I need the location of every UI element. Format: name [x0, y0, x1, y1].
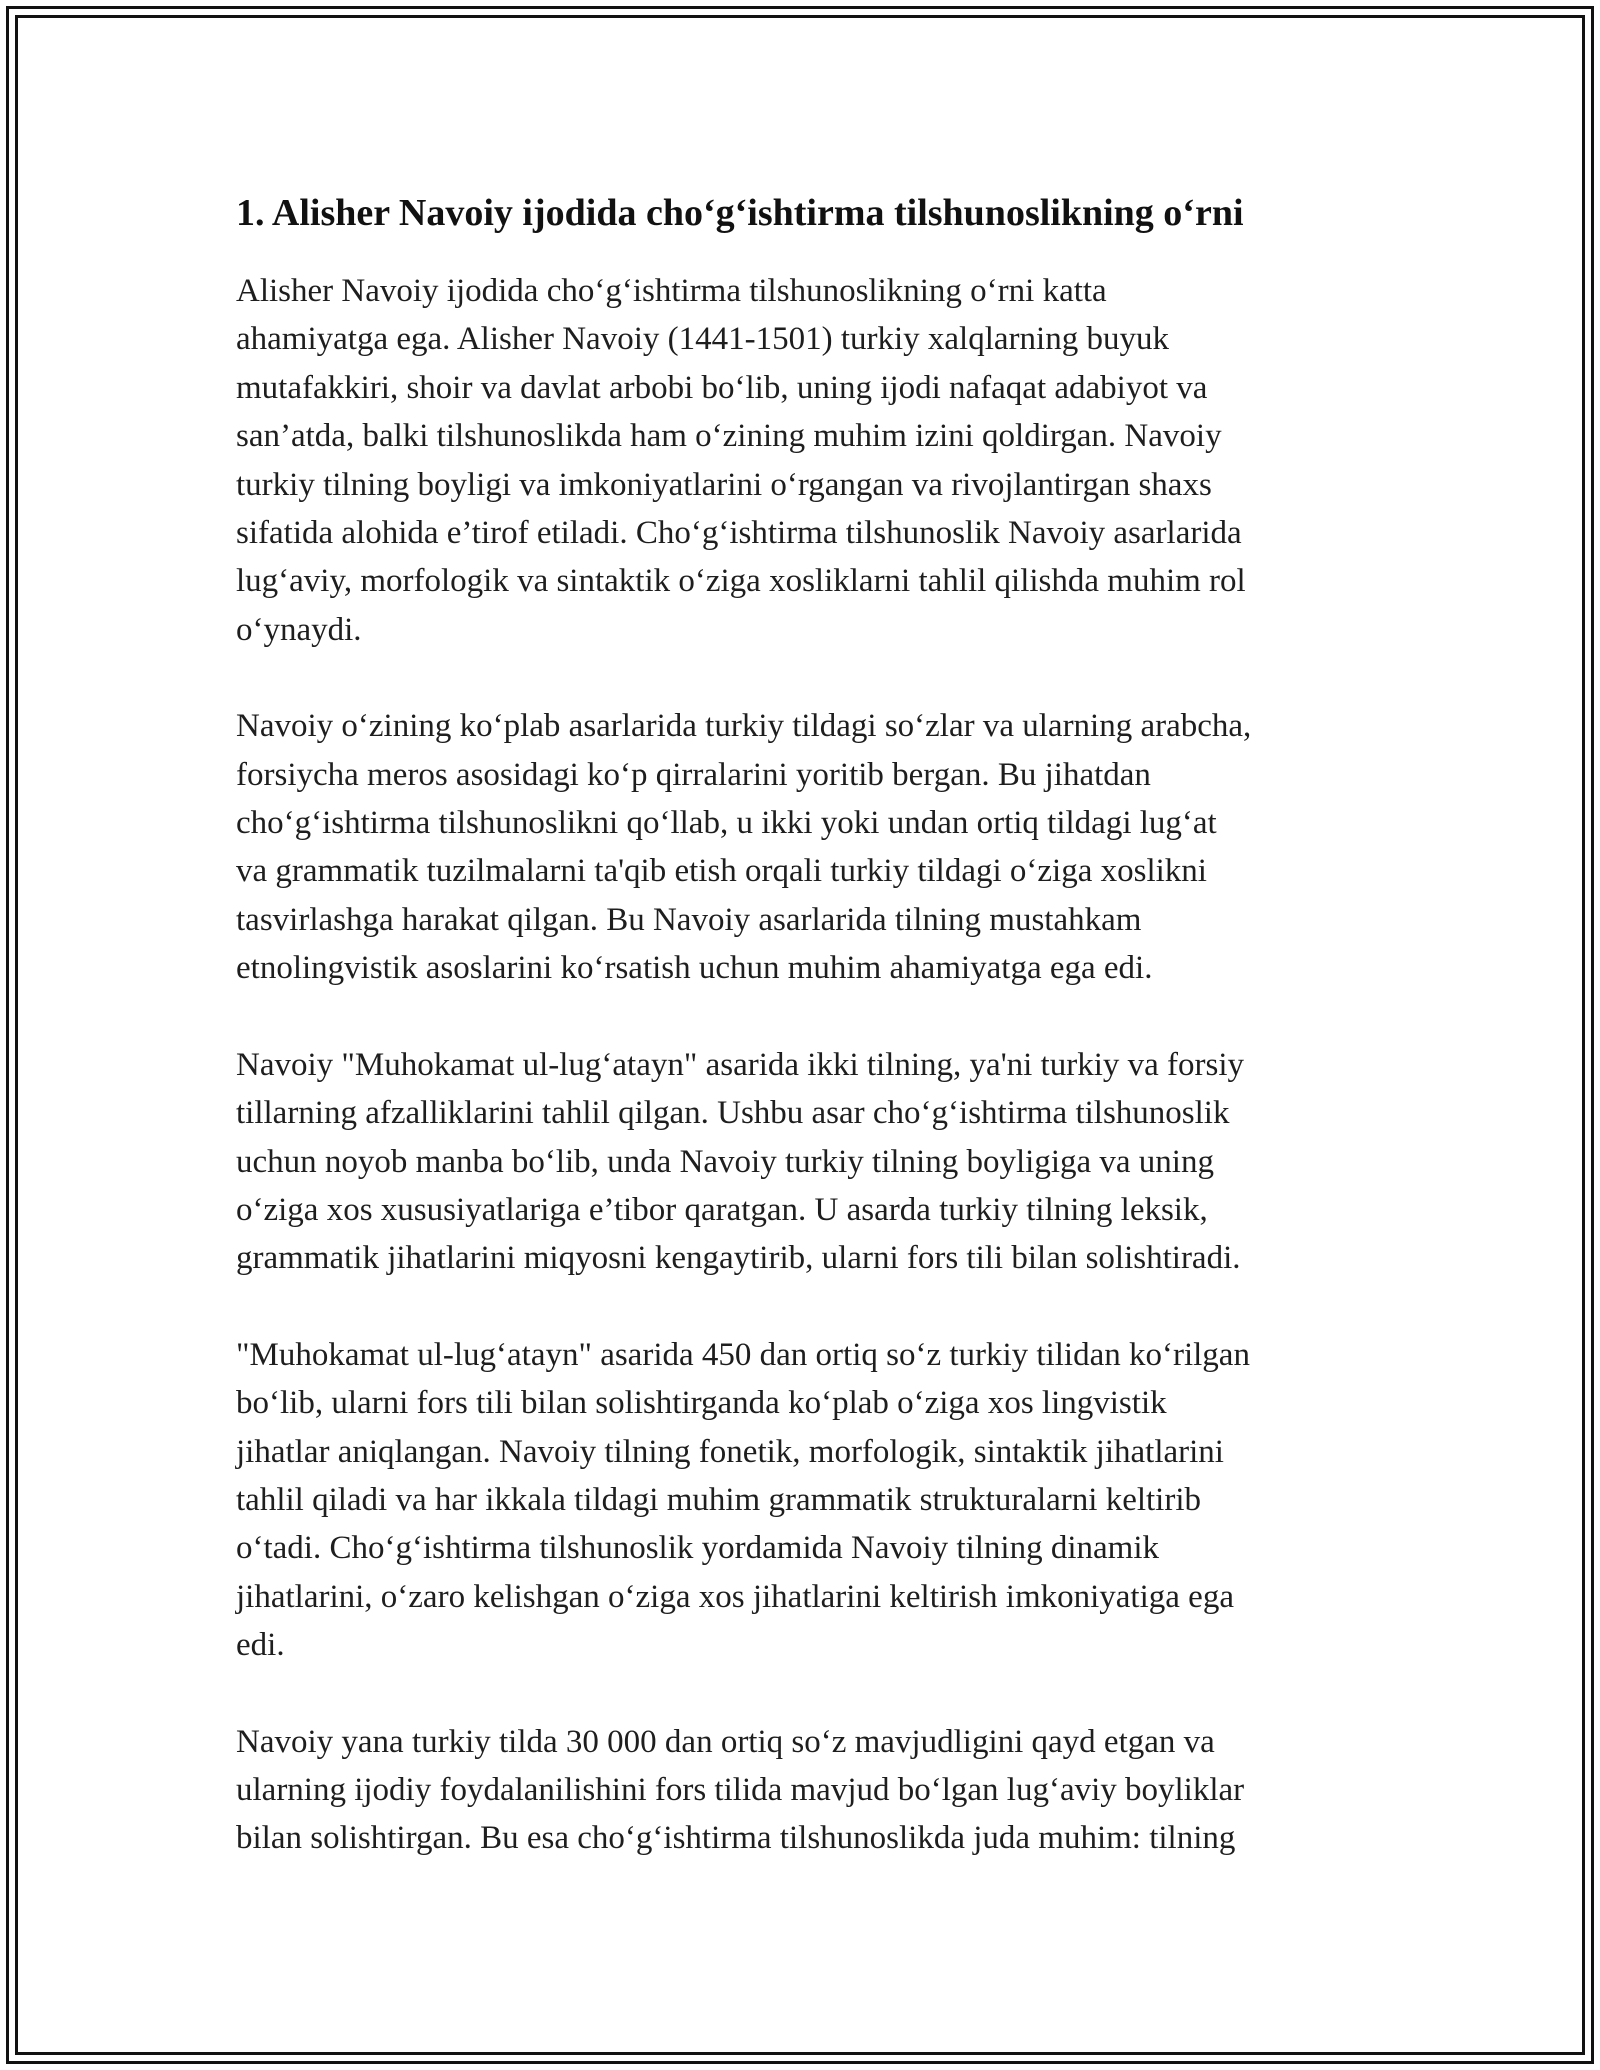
text-line: mutafakkiri, shoir va davlat arbobi bo‘lib, uning ijodi nafaqat adabiyot va	[236, 369, 1208, 406]
text-line: uchun noyob manba bo‘lib, unda Navoiy turkiy tilning boyligiga va uning	[236, 1143, 1214, 1180]
paragraph-1	[236, 267, 1370, 654]
text-line: tillarning afzalliklarini tahlil qilgan. Ushbu asar cho‘g‘ishtirma tilshunoslik	[236, 1095, 1230, 1132]
text-line: jihatlarini, o‘zaro kelishgan o‘ziga xos jihatlarini keltirish imkoniyatiga ega	[236, 1578, 1234, 1615]
text-line: Alisher Navoiy ijodida cho‘g‘ishtirma tilshunoslikning o‘rni katta	[236, 273, 1107, 309]
text-line: Navoiy o‘zining ko‘plab asarlarida turkiy tildagi so‘zlar va ularning arabcha,	[236, 708, 1252, 745]
text-line: va grammatik tuzilmalarni ta'qib etish orqali turkiy tildagi o‘ziga xoslikni	[236, 853, 1207, 890]
text-line: tahlil qiladi va har ikkala tildagi muhim grammatik strukturalarni keltirib	[236, 1481, 1202, 1518]
text-line: forsiycha meros asosidagi ko‘p qirralarini yoritib bergan. Bu jihatdan	[236, 756, 1151, 793]
text-line: san’atda, balki tilshunoslikda ham o‘zining muhim izini qoldirgan. Navoiy	[236, 418, 1222, 455]
paragraph-2	[236, 702, 1370, 992]
paragraph-5	[236, 1718, 1370, 1863]
paragraph-3	[236, 1041, 1370, 1283]
document-body	[236, 183, 1370, 1911]
text-line: bo‘lib, ularni fors tili bilan solishtirganda ko‘plab o‘ziga xos lingvistik	[236, 1385, 1167, 1422]
text-line: o‘tadi. Cho‘g‘ishtirma tilshunoslik yordamida Navoiy tilning dinamik	[236, 1530, 1159, 1567]
text-line: o‘ziga xos xususiyatlariga e’tibor qaratgan. U asarda turkiy tilning leksik,	[236, 1191, 1208, 1228]
text-line: cho‘g‘ishtirma tilshunoslikni qo‘llab, u ikki yoki undan ortiq tildagi lug‘at	[236, 805, 1217, 842]
text-line: grammatik jihatlarini miqyosni kengaytirib, ularni fors tili bilan solishtiradi.	[236, 1240, 1241, 1277]
text-line: sifatida alohida e’tirof etiladi. Cho‘g‘ishtirma tilshunoslik Navoiy asarlarida	[236, 515, 1242, 552]
text-line: "Muhokamat ul-lug‘atayn" asarida 450 dan ortiq so‘z turkiy tilidan ko‘rilgan	[236, 1336, 1250, 1373]
text-line: turkiy tilning boyligi va imkoniyatlarini o‘rgangan va rivojlantirgan shaxs	[236, 466, 1212, 503]
section-heading: 1. Alisher Navoiy ijodida cho‘g‘ishtirma tilshunoslikning o‘rni	[236, 192, 1244, 234]
text-line: jihatlar aniqlangan. Navoiy tilning fonetik, morfologik, sintaktik jihatlarini	[236, 1433, 1224, 1470]
text-line: ularning ijodiy foydalanilishini fors tilida mavjud bo‘lgan lug‘aviy boyliklar	[236, 1771, 1245, 1808]
text-line: ahamiyatga ega. Alisher Navoiy (1441-1501) turkiy xalqlarning buyuk	[236, 321, 1169, 358]
paragraph-4	[236, 1331, 1370, 1670]
text-line: o‘ynaydi.	[236, 611, 362, 648]
text-line: bilan solishtirgan. Bu esa cho‘g‘ishtirma tilshunoslikda juda muhim: tilning	[236, 1820, 1236, 1857]
text-line: tasvirlashga harakat qilgan. Bu Navoiy asarlarida tilning mustahkam	[236, 901, 1142, 938]
text-line: Navoiy "Muhokamat ul-lug‘atayn" asarida ikki tilning, ya'ni turkiy va forsiy	[236, 1046, 1245, 1083]
text-line: Navoiy yana turkiy tilda 30 000 dan ortiq so‘z mavjudligini qayd etgan va	[236, 1723, 1215, 1760]
text-line: lug‘aviy, morfologik va sintaktik o‘ziga xosliklarni tahlil qilishda muhim rol	[236, 563, 1246, 600]
text-line: edi.	[236, 1627, 285, 1664]
text-line: etnolingvistik asoslarini ko‘rsatish uchun muhim ahamiyatga ega edi.	[236, 950, 1153, 987]
